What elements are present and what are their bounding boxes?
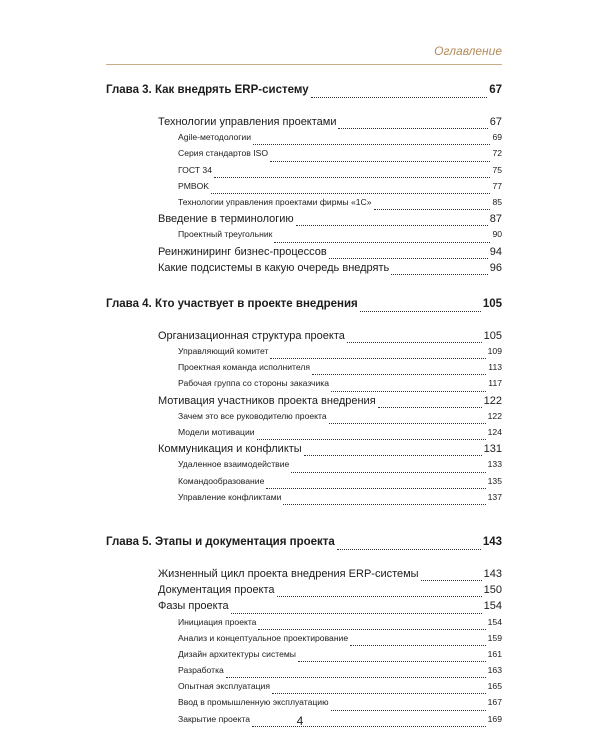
entry-title: Глава 5. Этапы и документация проекта [106,535,335,548]
toc-entry[interactable] [178,649,502,665]
toc-entry[interactable] [158,262,502,278]
entry-title: ГОСТ 34 [178,164,212,175]
entry-title: Технологии управления проектами [158,116,337,128]
dot-leader [231,613,482,614]
toc-entry[interactable] [178,697,502,713]
dot-leader [277,596,482,597]
entry-title: Инициация проекта [178,616,257,627]
entry-page: 135 [487,475,502,486]
chapter-heading[interactable] [106,536,502,553]
entry-page: 159 [487,632,502,643]
dot-leader [331,710,486,711]
entry-page: 167 [487,697,502,708]
toc-entry[interactable] [178,665,502,681]
toc-entry[interactable] [178,181,502,197]
entry-page: 113 [488,362,502,373]
entry-title: Удаленное взаимодействие [178,459,290,470]
entry-title: Разработка [178,665,224,676]
chapter-heading[interactable] [106,84,502,101]
toc-entry[interactable] [158,395,502,411]
toc-entry[interactable] [178,165,502,181]
entry-title: Командообразование [178,475,265,486]
dot-leader [304,455,482,456]
entry-title: Рабочая группа со стороны заказчика [178,378,329,389]
toc-entry[interactable] [178,633,502,649]
entry-page: 105 [482,297,502,310]
toc-entry[interactable] [158,584,502,600]
entry-title: Введение в терминологию [158,213,294,226]
toc-entry[interactable] [178,411,502,427]
dot-leader [338,128,487,129]
dot-leader [391,274,487,275]
entry-title: Проектная команда исполнителя [178,362,311,373]
entry-page: 69 [492,132,502,143]
entry-page: 109 [487,346,502,357]
toc-entry[interactable] [178,459,502,475]
dot-leader [274,242,490,243]
entry-title: PMBOK [178,180,210,191]
entry-page: 150 [483,584,502,597]
entry-page: 154 [483,600,502,613]
toc-entry[interactable] [158,246,502,262]
entry-title: Глава 3. Как внедрять ERP-систему [106,84,309,96]
dot-leader [226,677,486,678]
toc-entry[interactable] [178,476,502,492]
dot-leader [283,504,485,505]
entry-title: Серия стандартов ISO [178,148,269,159]
entry-page: 165 [487,681,502,692]
entry-title: Agile-методологии [178,132,252,143]
dot-leader [270,358,485,359]
dot-leader [350,645,486,646]
toc-entry[interactable] [178,427,502,443]
toc-entry[interactable] [178,346,502,362]
entry-page: 122 [487,410,502,421]
entry-page: 75 [492,164,502,175]
dot-leader [347,342,482,343]
entry-title: Дизайн архитектуры системы [178,648,296,659]
dot-leader [331,391,486,392]
dot-leader [421,580,482,581]
entry-page: 169 [487,713,502,724]
toc-entry[interactable] [158,600,502,616]
dot-leader [214,177,490,178]
entry-page: 105 [483,329,502,342]
toc-entry[interactable] [158,443,502,459]
dot-leader [266,488,485,489]
entry-page: 154 [487,616,502,627]
dot-leader [298,661,486,662]
entry-page: 124 [487,427,502,437]
entry-title: Документация проекта [158,584,275,597]
dot-leader [258,629,485,630]
entry-page: 122 [483,394,502,407]
entry-page: 161 [487,648,502,659]
entry-page: 72 [492,148,502,159]
entry-title: Анализ и концептуальное проектирование [178,632,349,643]
entry-page: 143 [482,535,502,548]
dot-leader [270,161,490,162]
toc-entry[interactable] [178,492,502,508]
entry-title: Коммуникация и конфликты [158,443,302,456]
entry-page: 133 [487,459,502,470]
toc-entry[interactable] [178,132,502,148]
dot-leader [296,225,488,226]
chapter-heading[interactable] [106,298,502,315]
entry-title: Зачем это все руководителю проекта [178,410,327,421]
entry-title: Глава 4. Кто участвует в проекте внедрения [106,297,358,310]
dot-leader [211,193,490,194]
entry-page: 87 [489,213,502,226]
entry-title: Реинжиниринг бизнес-процессов [158,245,327,258]
entry-page: 96 [489,261,502,274]
entry-title: Какие подсистемы в какую очередь внедрять [158,261,390,274]
entry-title: Управляющий комитет [178,346,269,357]
entry-title: Ввод в промышленную эксплуатацию [178,697,329,708]
dot-leader [253,144,490,145]
toc-entry[interactable] [178,148,502,164]
entry-title: Модели мотивации [178,427,255,437]
entry-page: 67 [489,84,502,96]
running-header: Оглавление [434,44,502,58]
dot-leader [312,374,486,375]
entry-page: 137 [487,491,502,502]
dot-leader [360,311,481,312]
toc-entry[interactable] [178,378,502,394]
entry-page: 67 [489,116,502,128]
entry-title: Организационная структура проекта [158,329,345,342]
entry-page: 163 [487,665,502,676]
entry-page: 117 [488,378,502,389]
entry-page: 90 [492,229,502,240]
dot-leader [291,472,485,473]
entry-title: Управление конфликтами [178,491,282,502]
dot-leader [257,439,486,440]
dot-leader [378,407,482,408]
toc-entry[interactable] [158,116,502,132]
entry-title: Проектный треугольник [178,229,273,240]
dot-leader [272,693,486,694]
toc-entry[interactable] [178,229,502,245]
dot-leader [329,258,488,259]
entry-page: 77 [492,180,502,191]
table-of-contents [106,84,502,730]
toc-entry[interactable] [158,568,502,584]
dot-leader [337,549,481,550]
entry-title: Закрытие проекта [178,713,251,724]
page-number: 4 [296,714,304,728]
entry-title: Фазы проекта [158,600,229,613]
dot-leader [329,423,486,424]
toc-entry[interactable] [158,330,502,346]
toc-entry[interactable] [178,197,502,213]
entry-title: Технологии управления проектами фирмы «1С» [178,196,372,207]
entry-page: 143 [483,567,502,580]
entry-page: 131 [483,443,502,456]
header-rule [106,64,502,65]
toc-entry[interactable] [178,362,502,378]
entry-page: 85 [492,196,502,207]
toc-entry[interactable] [178,617,502,633]
entry-title: Опытная эксплуатация [178,681,271,692]
entry-page: 94 [489,245,502,258]
toc-entry[interactable] [158,213,502,229]
toc-entry[interactable] [178,681,502,697]
dot-leader [311,97,488,98]
entry-title: Мотивация участников проекта внедрения [158,394,376,407]
entry-title: Жизненный цикл проекта внедрения ERP-системы [158,567,419,580]
dot-leader [374,209,491,210]
